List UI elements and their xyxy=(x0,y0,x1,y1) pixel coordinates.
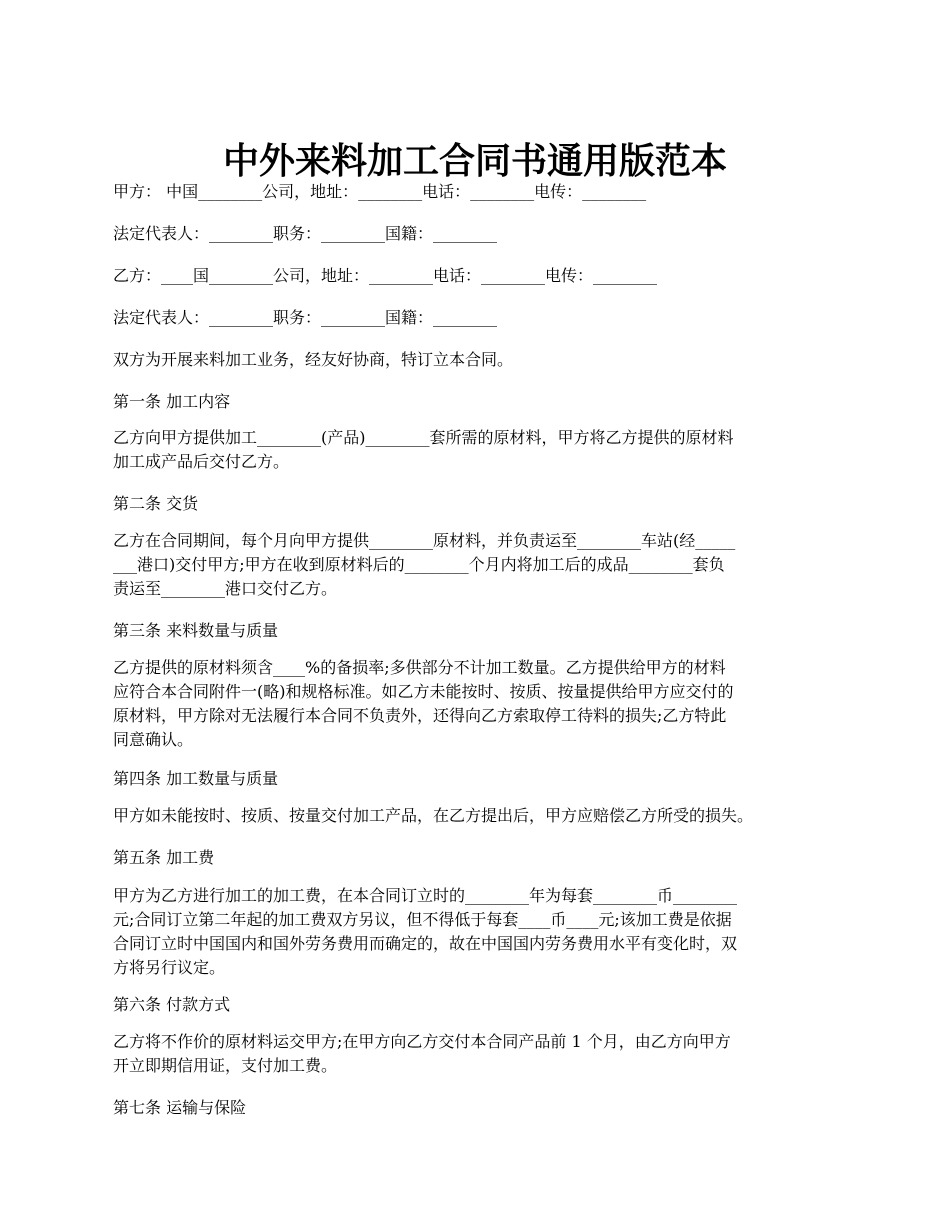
paragraph xyxy=(113,846,843,870)
text-line: 乙方在合同期间，每个月向甲方提供________原材料，并负责运至________车站(经_____ xyxy=(113,531,736,550)
paragraph xyxy=(113,767,843,791)
text-line: 第五条 加工费 xyxy=(113,848,215,867)
paragraph xyxy=(113,390,843,414)
text-line: 同意确认。 xyxy=(113,730,194,749)
text-line: 第七条 运输与保险 xyxy=(113,1098,247,1117)
text-line: 原材料，甲方除对无法履行本合同不负责外，还得向乙方索取停工待料的损失;乙方特此 xyxy=(113,706,727,725)
text-line: 甲方为乙方进行加工的加工费，在本合同订立时的________年为每套________币________ xyxy=(113,886,738,905)
text-line: 甲方： 中国________公司，地址：________电话：________电传：________ xyxy=(113,182,647,201)
document-title: 中外来料加工合同书通用版范本 xyxy=(222,140,727,183)
text-line: ___港口)交付甲方;甲方在收到原材料后的________个月内将加工后的成品________套负 xyxy=(113,555,725,574)
paragraph xyxy=(113,348,843,372)
paragraph xyxy=(113,264,843,288)
paragraph xyxy=(113,1030,843,1078)
text-line: 责运至________港口交付乙方。 xyxy=(113,579,338,598)
text-line: 第三条 来料数量与质量 xyxy=(113,621,279,640)
paragraph xyxy=(113,804,843,828)
paragraph xyxy=(113,306,843,330)
text-line: 乙方向甲方提供加工________(产品)________套所需的原材料，甲方将乙方提供的原材料 xyxy=(113,428,734,447)
paragraph xyxy=(113,222,843,246)
text-line: 第一条 加工内容 xyxy=(113,392,231,411)
text-line: 法定代表人：________职务：________国籍：________ xyxy=(113,224,498,243)
paragraph xyxy=(113,529,843,601)
text-line: 合同订立时中国国内和国外劳务费用而确定的，故在中国国内劳务费用水平有变化时，双 xyxy=(113,934,738,953)
paragraph xyxy=(113,492,843,516)
paragraph xyxy=(113,180,843,204)
paragraph xyxy=(113,619,843,643)
text-line: 双方为开展来料加工业务，经友好协商，特订立本合同。 xyxy=(113,350,514,369)
text-line: 乙方提供的原材料须含____%的备损率;多供部分不计加工数量。乙方提供给甲方的材料 xyxy=(113,658,726,677)
text-line: 甲方如未能按时、按质、按量交付加工产品，在乙方提出后，甲方应赔偿乙方所受的损失。 xyxy=(113,806,754,825)
text-line: 乙方：____国________公司，地址：________电话：________电传：________ xyxy=(113,266,658,285)
paragraph xyxy=(113,884,843,980)
paragraph xyxy=(113,993,843,1017)
paragraph xyxy=(113,1096,843,1120)
text-line: 加工成产品后交付乙方。 xyxy=(113,452,290,471)
text-line: 第四条 加工数量与质量 xyxy=(113,769,279,788)
text-line: 乙方将不作价的原材料运交甲方;在甲方向乙方交付本合同产品前 1 个月，由乙方向甲方 xyxy=(113,1032,731,1051)
text-line: 应符合本合同附件一(略)和规格标准。如乙方未能按时、按质、按量提供给甲方应交付的 xyxy=(113,682,734,701)
text-line: 方将另行议定。 xyxy=(113,958,226,977)
text-line: 第六条 付款方式 xyxy=(113,995,231,1014)
text-line: 第二条 交货 xyxy=(113,494,199,513)
text-line: 元;合同订立第二年起的加工费双方另议，但不得低于每套____币____元;该加工费是依据 xyxy=(113,910,732,929)
paragraph xyxy=(113,656,843,752)
text-line: 法定代表人：________职务：________国籍：________ xyxy=(113,308,498,327)
paragraph xyxy=(113,426,843,474)
text-line: 开立即期信用证，支付加工费。 xyxy=(113,1056,338,1075)
